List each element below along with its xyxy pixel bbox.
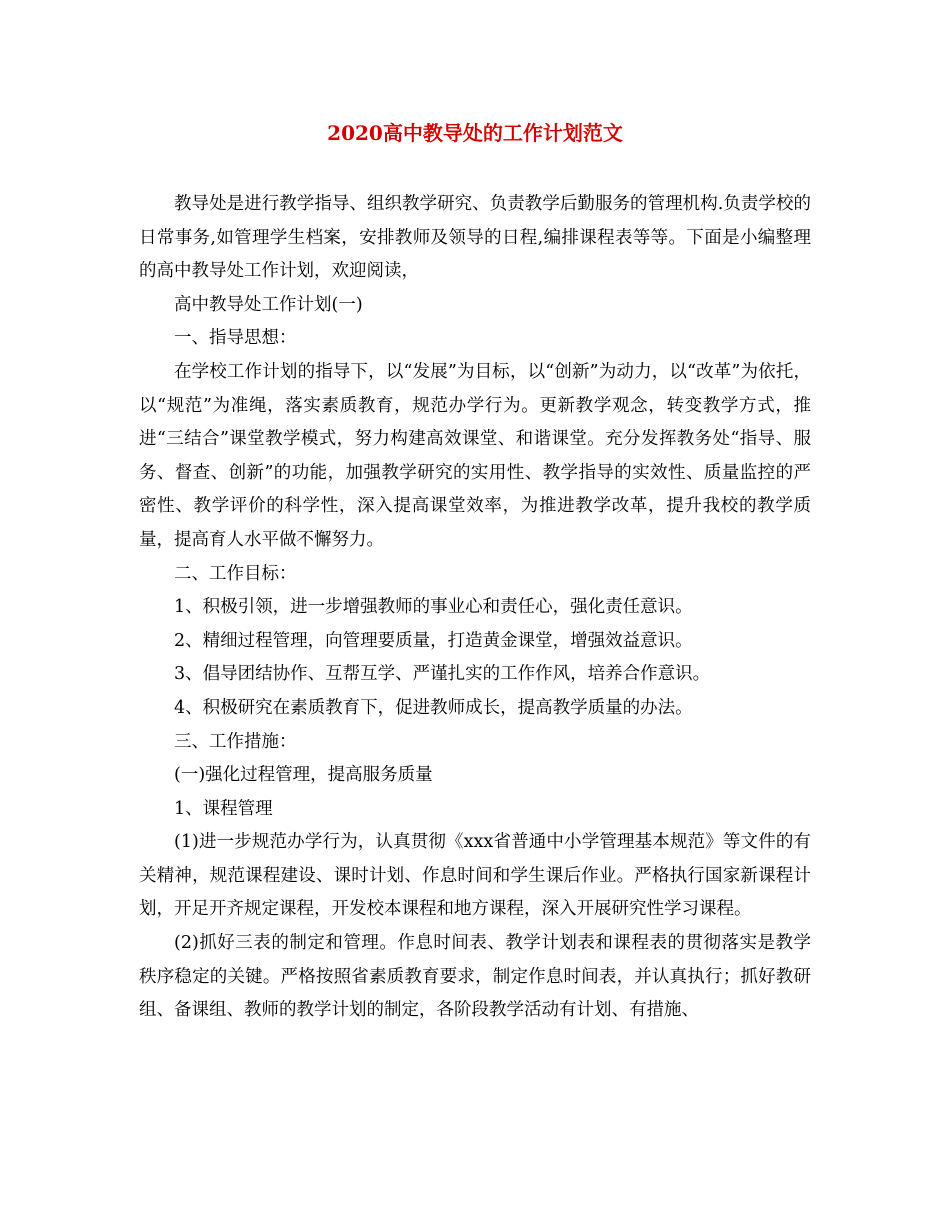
paragraph-section-1-heading: 一、指导思想： xyxy=(174,328,297,349)
paragraph-subsection-heading: (一)强化过程管理，提高服务质量 xyxy=(174,765,433,786)
paragraph-goal-4: 4、积极研究在素质教育下，促进教师成长，提高教学质量的办法。 xyxy=(174,697,693,718)
paragraph-goal-1: 1、积极引领，进一步增强教师的事业心和责任心，强化责任意识。 xyxy=(174,597,693,618)
document-title: 2020高中教导处的工作计划范文 xyxy=(327,121,623,145)
paragraph-course-management-heading: 1、课程管理 xyxy=(174,798,273,819)
paragraph-guiding-thought: 在学校工作计划的指导下，以“发展”为目标，以“创新”为动力，以“改革”为依托，以“规范”为准绳，落实素质教育，规范办学行为。更新教学观念，转变教学方式，推进“三结合”课堂教学模式，努力构建高效课堂、和谐课堂。充分发挥教务处“指导、服务、督查、创新”的功能，加强教学研究的实用性、教学指导的实效性、质量监控的严密性、教学评价的科学性，深入提高课堂效率，为推进教学改革，提升我校的教学质量，提高育人水平做不懈努力。 xyxy=(139,361,811,550)
paragraph-goal-2: 2、精细过程管理，向管理要质量，打造黄金课堂，增强效益意识。 xyxy=(174,630,693,651)
paragraph-course-item-2: (2)抓好三表的制定和管理。作息时间表、教学计划表和课程表的贯彻落实是教学秩序稳定的关键。严格按照省素质教育要求，制定作息时间表，并认真执行；抓好教研组、备课组、教师的教学计划的制定，各阶段教学活动有计划、有措施、 xyxy=(139,933,811,1021)
paragraph-intro: 教导处是进行教学指导、组织教学研究、负责教学后勤服务的管理机构.负责学校的日常事务,如管理学生档案，安排教师及领导的日程,编排课程表等等。下面是小编整理的高中教导处工作计划，欢迎阅读， xyxy=(139,194,811,282)
paragraph-section-2-heading: 二、工作目标： xyxy=(174,563,297,584)
paragraph-goal-3: 3、倡导团结协作、互帮互学、严谨扎实的工作作风，培养合作意识。 xyxy=(174,664,711,685)
paragraph-course-item-1: (1)进一步规范办学行为，认真贯彻《xxx省普通中小学管理基本规范》等文件的有关精神，规范课程建设、课时计划、作息时间和学生课后作业。严格执行国家新课程计划，开足开齐规定课程，开发校本课程和地方课程，深入开展研究性学习课程。 xyxy=(139,832,811,920)
paragraph-section-3-heading: 三、工作措施： xyxy=(174,731,297,752)
paragraph-plan-heading: 高中教导处工作计划(一) xyxy=(174,294,363,315)
document-body xyxy=(139,188,811,1028)
